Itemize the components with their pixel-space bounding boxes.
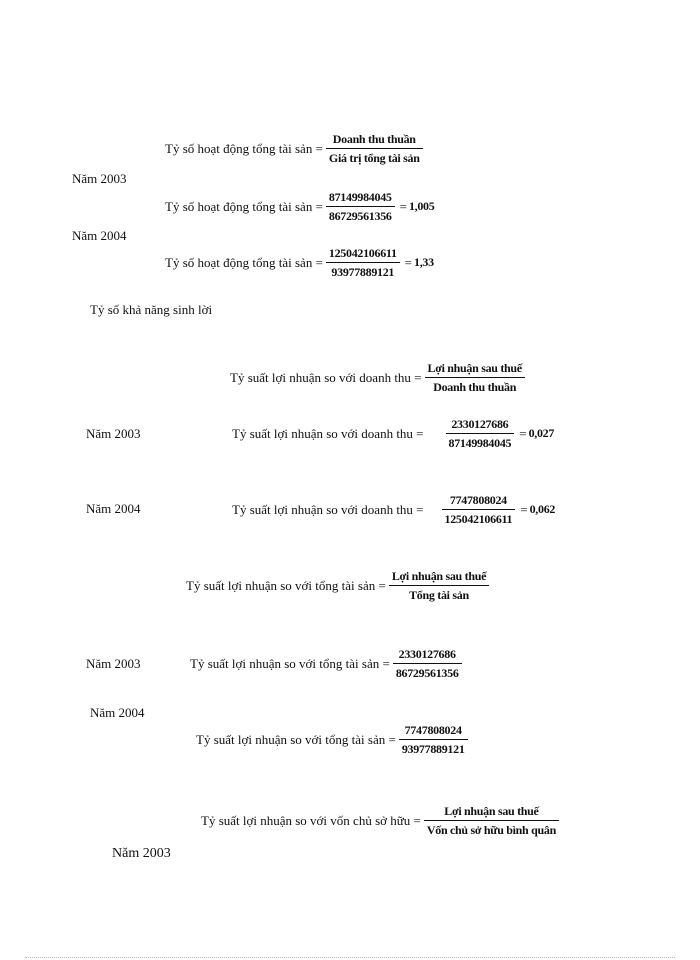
equals-sign: = <box>404 254 412 270</box>
section-heading: Tỷ số khả năng sinh lời <box>90 302 213 317</box>
asset-turnover-formula <box>165 131 426 166</box>
formula-label: Tỷ suất lợi nhuận so với tổng tài sản = <box>196 731 396 747</box>
numerator: Lợi nhuận sau thuế <box>444 804 539 818</box>
numerator: 7747808024 <box>449 493 507 507</box>
formula-label: Tỷ số hoạt động tổng tài sản = <box>165 254 323 270</box>
numerator: Lợi nhuận sau thuế <box>391 569 487 583</box>
numerator: 2330127686 <box>451 417 509 431</box>
formula-label: Tỷ số hoạt động tổng tài sản = <box>165 140 323 156</box>
formula-label: Tỷ suất lợi nhuận so với doanh thu = <box>232 501 424 517</box>
fraction <box>399 722 468 757</box>
return-on-assets-2003 <box>190 646 465 681</box>
formula-label: Tỷ suất lợi nhuận so với doanh thu = <box>232 425 424 441</box>
result: 1,33 <box>414 255 434 269</box>
fraction-bar <box>393 663 462 664</box>
year-label: Năm 2004 <box>86 501 141 516</box>
fraction-bar <box>442 509 516 510</box>
denominator: Tổng tài sản <box>409 588 469 602</box>
fraction-bar <box>326 148 423 149</box>
equals-sign: = <box>520 501 528 517</box>
denominator: Doanh thu thuần <box>433 380 517 394</box>
fraction-bar <box>425 377 525 378</box>
formula-label: Tỷ suất lợi nhuận so với vốn chủ sở hữu = <box>201 812 421 828</box>
numerator: Lợi nhuận sau thuế <box>427 361 522 375</box>
year-label: Năm 2004 <box>72 228 127 243</box>
asset-turnover-2004 <box>165 245 434 280</box>
numerator: 87149984045 <box>328 190 392 204</box>
year-label: Năm 2003 <box>86 426 141 441</box>
year-label: Năm 2003 <box>112 846 171 861</box>
year-label: Năm 2004 <box>90 705 145 720</box>
denominator: Giá trị tổng tài sản <box>328 151 420 165</box>
denominator: 125042106611 <box>444 512 513 526</box>
return-on-sales-2004 <box>232 492 555 527</box>
numerator: 125042106611 <box>328 246 397 260</box>
formula-label: Tỷ số hoạt động tổng tài sản = <box>165 198 323 214</box>
numerator: 2330127686 <box>398 647 456 661</box>
fraction <box>442 492 516 527</box>
denominator: 93977889121 <box>401 742 465 756</box>
numerator: Doanh thu thuần <box>332 132 416 146</box>
asset-turnover-2003 <box>165 189 434 224</box>
return-on-assets-formula <box>186 568 492 603</box>
formula-label: Tỷ suất lợi nhuận so với tổng tài sản = <box>190 655 390 671</box>
fraction <box>424 803 559 838</box>
result: 0,027 <box>528 426 555 440</box>
denominator: 93977889121 <box>331 265 395 279</box>
fraction <box>326 245 400 280</box>
fraction <box>389 568 489 603</box>
fraction-bar <box>446 433 515 434</box>
page-bottom-rule <box>25 957 675 958</box>
fraction-bar <box>326 206 395 207</box>
equals-sign: = <box>399 198 407 214</box>
return-on-sales-2003 <box>232 416 554 451</box>
year-label: Năm 2003 <box>72 171 127 186</box>
return-on-sales-formula <box>230 360 528 395</box>
fraction <box>326 189 395 224</box>
denominator: 87149984045 <box>448 436 512 450</box>
denominator: 86729561356 <box>395 666 459 680</box>
result: 1,005 <box>408 199 435 213</box>
return-on-equity-formula <box>201 803 562 838</box>
fraction-bar <box>424 820 559 821</box>
fraction <box>446 416 515 451</box>
formula-label: Tỷ suất lợi nhuận so với doanh thu = <box>230 369 422 385</box>
denominator: Vốn chủ sở hữu bình quân <box>426 823 556 837</box>
result: 0,062 <box>529 502 556 516</box>
year-label: Năm 2003 <box>86 656 141 671</box>
fraction-bar <box>389 585 489 586</box>
return-on-assets-2004 <box>196 722 471 757</box>
denominator: 86729561356 <box>328 209 392 223</box>
fraction-bar <box>399 739 468 740</box>
formula-label: Tỷ suất lợi nhuận so với tổng tài sản = <box>186 577 386 593</box>
equals-sign: = <box>519 425 527 441</box>
numerator: 7747808024 <box>404 723 462 737</box>
fraction <box>326 131 423 166</box>
fraction <box>425 360 525 395</box>
fraction <box>393 646 462 681</box>
fraction-bar <box>326 262 400 263</box>
